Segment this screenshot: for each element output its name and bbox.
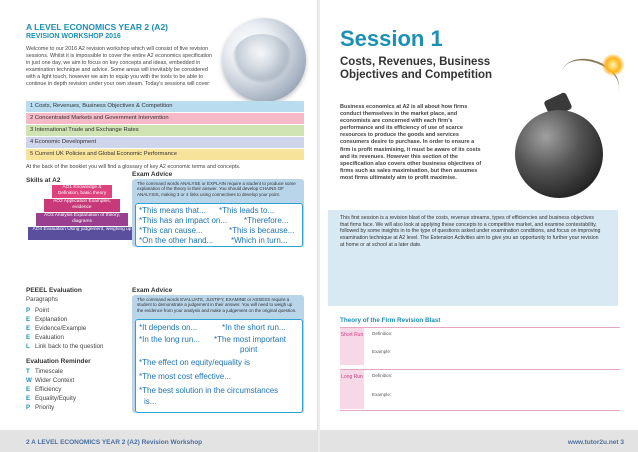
short-run-label: Short Run (340, 328, 364, 365)
peel-item-5 (26, 343, 103, 350)
session-label-3: 3 International Trade and Exchange Rates (30, 127, 139, 133)
phrase-1f: *This is because... (229, 226, 295, 235)
phrase-2d: *The most important (214, 335, 287, 344)
session-label-1: 1 Costs, Revenues, Business Objectives & Competition (30, 103, 173, 109)
phrase-2e: point (240, 345, 258, 354)
reminder-text-1: Timescale (35, 368, 63, 375)
session-body: Business economics at A2 is all about how firms conduct themselves in the market place, and economists are concerned with each firm's performance and its efficiency of use of scarce resources to produce the goods and services consumers desire to purchase. In order to ensure a firm is profit maximising, it must be aware of its costs and its revenues. However this section of the specification also covers other business objectives of firms such as sales maximisation, but then assumes most firms ultimately aim to profit maximise. (340, 104, 482, 181)
theory-heading: Theory of the Firm Revision Blast (340, 317, 441, 324)
phrase-2h: *The best solution in the circumstances (139, 386, 279, 395)
workshop-title: A LEVEL ECONOMICS YEAR 2 (A2) (26, 22, 169, 32)
phrase-2a: *It depends on... (139, 323, 198, 332)
exam-advice-heading-2: Exam Advice (132, 287, 173, 294)
session-bar-4 (26, 137, 304, 148)
phrase-2b: *In the short run... (222, 323, 286, 332)
reminder-text-2: Wider Context (35, 377, 75, 384)
reminder-letter-3: E (26, 386, 31, 393)
reminder-letter-4: E (26, 395, 31, 402)
short-run-example-label: Example: (372, 349, 392, 354)
pyramid-ao3 (36, 213, 128, 226)
pyramid-ao2-label: AO2 Application Examples, evidence (53, 199, 111, 210)
skills-heading: Skills at A2 (26, 177, 61, 184)
bomb-image (515, 110, 603, 198)
right-footer-text: www.tutor2u.net 3 (567, 439, 624, 446)
peel-text-2: Explanation (35, 316, 68, 323)
peel-item-3 (26, 325, 86, 332)
workshop-subtitle: REVISION WORKSHOP 2016 (26, 33, 121, 40)
session-bar-3 (26, 125, 304, 136)
session-title: Session 1 (340, 26, 443, 51)
reminder-letter-1: T (26, 368, 30, 375)
peel-item-4 (26, 334, 64, 341)
right-page (320, 0, 638, 452)
reminder-letter-5: P (26, 404, 31, 411)
globe-continents (232, 34, 292, 84)
peel-letter-3: E (26, 325, 31, 332)
reminder-item-3 (26, 386, 61, 393)
phrase-1e: *This can cause... (139, 226, 203, 235)
phrase-2g: *The most cost effective... (139, 372, 231, 381)
reminder-text-4: Equality/Equity (35, 395, 76, 402)
left-footer-text: 2 A LEVEL ECONOMICS YEAR 2 (A2) Revision Workshop (26, 439, 203, 446)
long-run-example-label: Example: (372, 392, 392, 397)
reminder-text-3: Efficiency (35, 386, 62, 393)
peel-item-2 (26, 316, 67, 323)
fuse-spark-icon (602, 54, 624, 76)
phrase-1a: *This means that... (139, 206, 206, 215)
peel-text-4: Evaluation (35, 334, 64, 341)
phrase-1g: *On the other hand... (139, 236, 214, 245)
glossary-note: At the back of the booklet you will find a glossary of key A2 economic terms and concepts. (26, 164, 241, 170)
session-label-5: 5 Current UK Policies and Global Economic Performance (30, 151, 177, 157)
phrase-1d: *Therefore... (244, 216, 289, 225)
exam-advice-heading-1: Exam Advice (132, 171, 173, 178)
phrase-2f: *The effect on equity/equality is (139, 358, 251, 367)
peel-text-5: Link back to the question (35, 343, 104, 350)
session-label-2: 2 Concentrated Markets and Government Intervention (30, 115, 169, 121)
session-bar-2 (26, 113, 304, 124)
exam-advice-text-2: The command words EVALUATE, JUSTIFY, EXAMINE or ASSESS require a student to demonstrate a judgement in their answer. You will need to weigh up the evidence from your analysis and make a judgement on the original question. (137, 297, 297, 313)
left-page (0, 0, 318, 452)
pyramid-ao1-label: AO1 Knowledge & Definition, basic theory (57, 185, 107, 196)
session-label-4: 4 Economic Development (30, 139, 97, 145)
pyramid-ao1 (52, 185, 112, 198)
peel-text-3: Evidence/Example (35, 325, 87, 332)
phrase-1b: *This leads to... (219, 206, 275, 215)
peel-heading: PEEEL Evaluation (26, 287, 82, 294)
peel-subheading: Paragraphs (26, 296, 58, 303)
pyramid-ao2 (44, 199, 120, 212)
peel-letter-5: L (26, 343, 30, 350)
long-run-label: Long Run (340, 370, 364, 409)
pyramid-ao4 (28, 227, 136, 240)
pyramid-ao3-label: AO3 Analysis Explanation of theory, diagrams (44, 213, 120, 224)
session-bar-1 (26, 101, 304, 112)
intro-text: Welcome to our 2016 A2 revision workshop which will consist of five revision sessions. Whilst it is impossible to cover the entire A2 economics specification in just one day, we aim to focus on key concepts and ideas, embedded in examination technique and advice. Some areas will inevitably be considered with a light touch, however we aim to equip you with the tools to be able to continue in depth revision under your own steam. Today's sessions will cover: (26, 46, 213, 87)
phrase-2i: is... (144, 397, 157, 406)
phrase-1h: *Which in turn... (231, 236, 288, 245)
reminder-letter-2: W (26, 377, 32, 384)
long-run-definition-label: Definition: (372, 373, 393, 378)
session-subtitle: Costs, Revenues, Business Objectives and Competition (340, 56, 493, 81)
reminder-item-2 (26, 377, 74, 384)
short-run-definition-label: Definition: (372, 331, 393, 336)
pyramid-ao4-label: AO4 Evaluation Using judgement, weighing up (32, 227, 132, 232)
reminder-text-5: Priority (35, 404, 55, 411)
peel-letter-4: E (26, 334, 31, 341)
exam-advice-text-1: The command words ANALYSE or EXPLAIN require a student to produce some explanation of the theory in their answer. You should develop CHAINS OF ANALYSIS, making 3 or 4 links using connectives to develop your point. (137, 181, 296, 197)
peel-letter-2: E (26, 316, 31, 323)
peel-letter-1: P (26, 307, 31, 314)
phrase-1c: *This has an impact on... (139, 216, 228, 225)
reminder-heading: Evaluation Reminder (26, 358, 91, 365)
reminder-item-4 (26, 395, 76, 402)
peel-text-1: Point (35, 307, 50, 314)
peel-item-1 (26, 307, 49, 314)
reminder-item-5 (26, 404, 54, 411)
session-bar-5 (26, 149, 304, 160)
reminder-item-1 (26, 368, 63, 375)
info-text: This first session is a revision blast of the costs, revenue streams, types of efficiencies and business objectives that firms face. We will also look at applying these concepts to a competitive market, and examine contestability, followed by some insights in to the type of questions asked under examination conditions, and focus on improving examination technique at A2 level. The Extension Activities aim to give you an opportunity to further your revision at home or at school at a later date. (340, 215, 601, 248)
phrase-2c: *In the long run... (139, 335, 200, 344)
